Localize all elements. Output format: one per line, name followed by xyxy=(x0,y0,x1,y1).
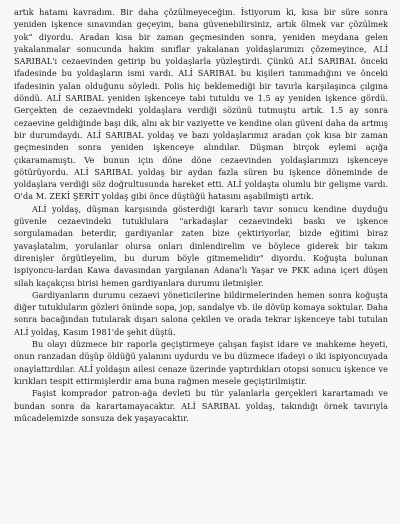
paragraph-1: artık hatamı kavradım. Bir daha çözülmeyeceğim. İstiyorum ki, kısa bir süre sonra yeniden işkence sınavından geçeyim, bana güvenebilirsiniz, artık ölmek var çözülmek yok” diyordu. Aradan kısa bir zaman geçmesinden sonra, yeniden meydana gelen yakalanmalar sonucunda hakim sınıflar yakalanan yoldaşlarımızı çözemeyince, ALİ SARIBAL'ı cezaevinden getirip bu yoldaşlarla yüzleştirdi. Çünkü ALİ SARIBAL önceki ifadesinde bu yoldaşların ismi vardı. ALİ SARIBAL bu kişileri tanımadığını ve önceki ifadesinin yalan olduğunu söyledi. Polis hiç beklemediği bir tavırla karşılaşınca çılgına döndü. ALİ SARIBAL yeniden işkenceye tabi tutuldu ve 1.5 ay yeniden işkence gördü. Gerçekten de cezaevindeki yoldaşlara verdiği sözünü tutmuştu artık. 1.5 ay sonra cezaevine geldiğinde başı dik, alnı ak bir vaziyette ve kendine olan güveni daha da artmış bir durumdaydı. ALİ SARIBAL yoldaş ve bazı yoldaşlarımız aradan çok kısa bir zaman geçmesinden sonra yeniden işkenceye alındılar. Düşman birçok eylemi açığa çıkaramamıştı. Ve bunun için döne döne cezaevinden yoldaşlarımızı işkenceye götürüyordu. ALİ SARIBAL yoldaş bir aydan fazla süren bu işkence döneminde de yoldaşlara verdiği söz doğrultusunda hareket etti. ALİ yoldaşta olumlu bir gelişme vardı. O'da M. ZEKİ ŞERİT yoldaş gibi önce düştüğü hatasını aşabilmişti artık. xyxy=(14,7,388,202)
paragraph-2: ALİ yoldaş, düşman karşısında gösterdiği kararlı tavır sonucu kendine duyduğu güvenle cezaevindeki tutuklulara "arkadaşlar cezaevindeki baskı ve işkence sorgulamadan beterdir, gardiyanlar zaten bize çektiriyorlar, bizde eğitimi biraz yavaşlatalım, yorulanlar olursa onları dinlendirelim ve böylece giderek bir takım direnişler örgütleyelim, bu durum böyle gitmemelidir" diyordu. Koğuşta bulunan ispiyoncu-lardan Kawa davasından yargılanan Adana'lı Yaşar ve PKK adına içeri düşen silah kaçakçısı birisi hemen gardiyanlara durumu iletmişler. xyxy=(14,203,388,288)
paragraph-4: Bu olayı düzmece bir raporla geçiştirmeye çalışan faşist idare ve mahkeme heyeti, onun ranzadan düşüp öldüğü yalanını uydurdu ve bu düzmece ifadeyi o iki ispiyoncuyada onaylattırdılar. ALİ yoldaşın ailesi cenaze üzerinde yaptırdıkları otopsi sonucu işkence ve kırıkları tespit ettirmişlerdir ama buna rağmen mesele geçiştirilmiştir. xyxy=(14,339,388,386)
paragraph-5: Faşist komprador patron-ağa devleti bu tür yalanlarla gerçekleri karartamadı ve bundan sonra da karartamayacaktır. ALİ SARIBAL yoldaş, takındığı örnek tavırıyla mücadelemizde sonsuza dek yaşayacaktır. xyxy=(14,388,388,423)
document-body xyxy=(14,6,388,424)
paragraph-3: Gardiyanların durumu cezaevi yöneticilerine bildirmelerinden hemen sonra koğuşta diğer tutukluların gözleri önünde sopa, jop, sandalye vb. ile dövüp komaya soktular. Daha sonra bacağından tutularak dışarı salona çekilen ve orada tekrar işkenceye tabi tutulan ALİ yoldaş, Kasım 1981'de şehit düştü. xyxy=(14,289,388,337)
